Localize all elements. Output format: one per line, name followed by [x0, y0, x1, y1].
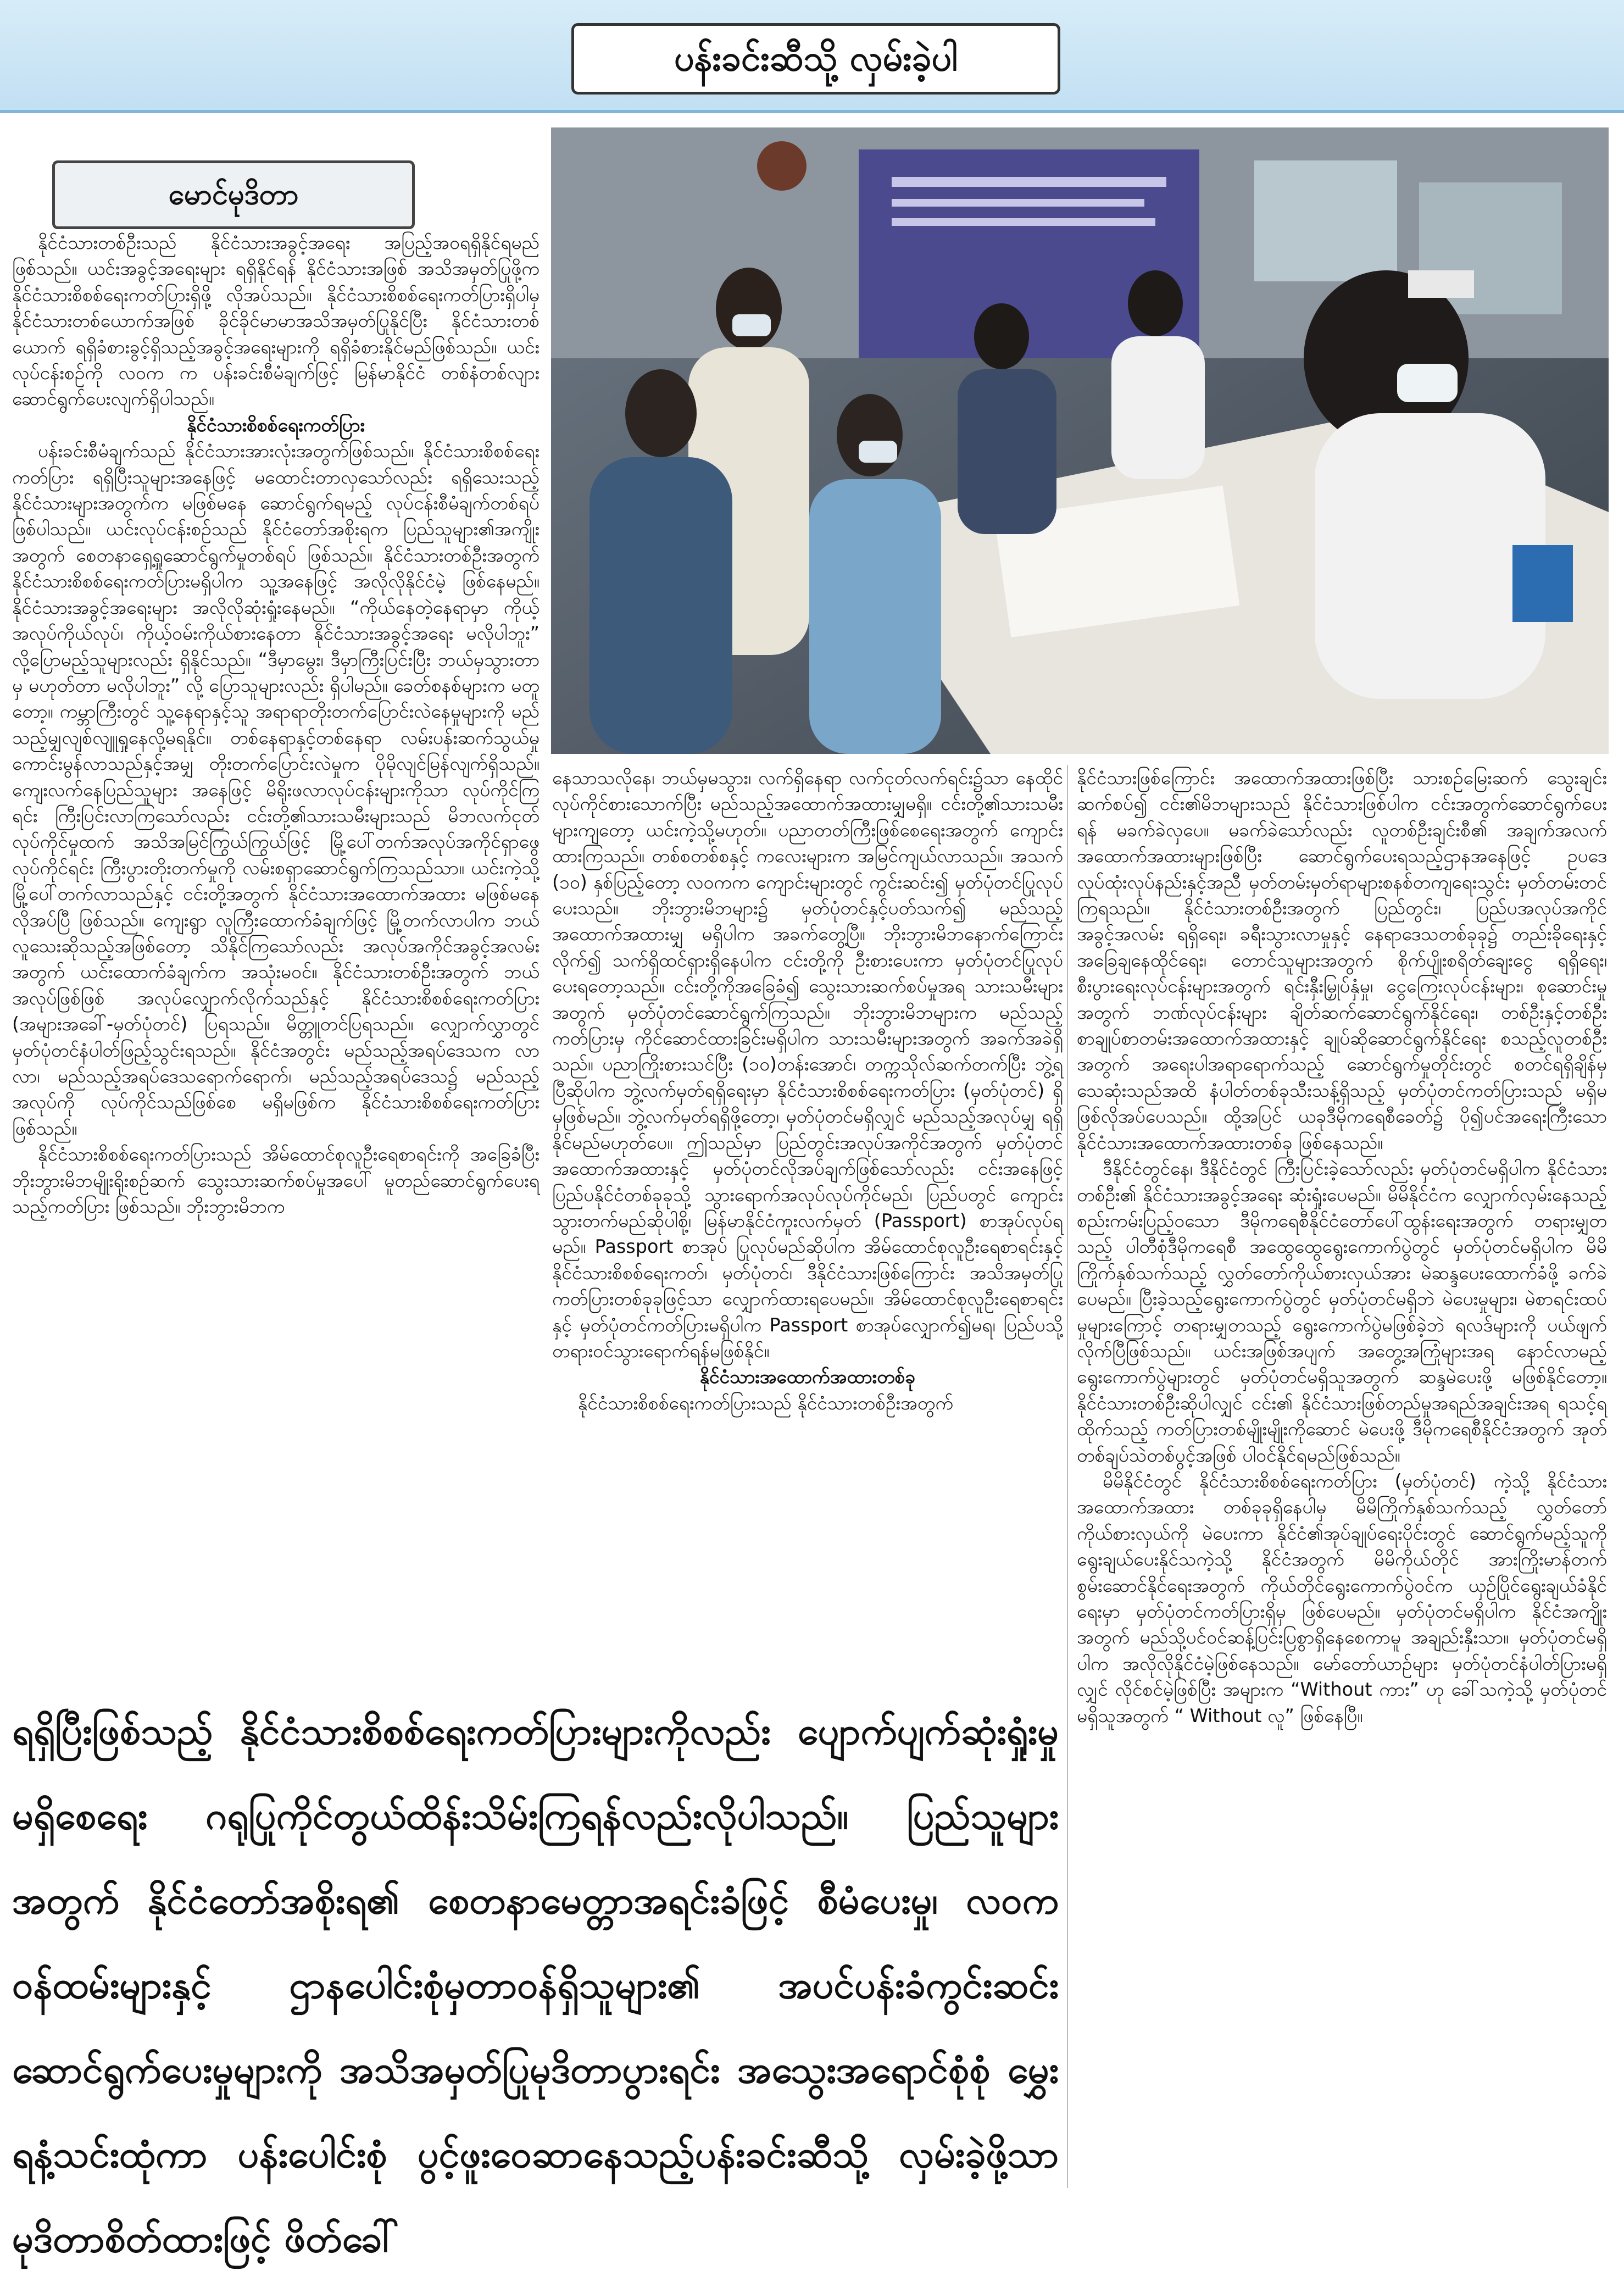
- paragraph: ပန်းခင်းစီမံချက်သည် နိုင်ငံသားအားလုံးအတွက်ဖြစ်သည်။ နိုင်ငံသားစိစစ်ရေးကတ်ပြား ရရှိပြီးသူများအနေဖြင့် မထောင်းတာလှသော်လည်း ရရှိသေးသည့် နိုင်ငံသားများအတွက်က မဖြစ်မနေ ဆောင်ရွက်ရမည့် လုပ်ငန်းစီမံချက်တစ်ရပ်ဖြစ်ပါသည်။ ယင်းလုပ်ငန်းစဉ်သည် နိုင်ငံတော်အစိုးရက ပြည်သူများ၏အကျိုးအတွက် စေတနာရှေ့ရှုဆောင်ရွက်မှုတစ်ရပ် ဖြစ်သည်။ နိုင်ငံသားတစ်ဦးအတွက် နိုင်ငံသားစိစစ်ရေးကတ်ပြားမရှိပါက သူ့အနေဖြင့် အလိုလိုနိုင်ငံမဲ့ ဖြစ်နေမည်။ နိုင်ငံသားအခွင့်အရေးများ အလိုလိုဆုံးရှုံးနေမည်။ “ကိုယ်နေတဲ့နေရာမှာ ကိုယ့်အလုပ်ကိုယ်လုပ်၊ ကိုယ့်ဝမ်းကိုယ်စားနေတာ နိုင်ငံသားအခွင့်အရေး မလိုပါဘူး” လို့ပြောမည့်သူများလည်း ရှိနိုင်သည်။ “ဒီမှာမွေး၊ ဒီမှာကြီးပြင်းပြီး ဘယ်မှသွားတာမှ မဟုတ်တာ မလိုပါဘူး” လို့ ပြောသူများလည်း ရှိပါမည်။ ခေတ်စနစ်များက မတူတော့။ ကမ္ဘာကြီးတွင် သူ့နေရာနှင့်သူ အရာရာတိုးတက်ပြောင်းလဲနေမှုများကို မည်သည့်မျှလျစ်လျူရှုနေလို့မရနိုင်။ တစ်နေရာနှင့်တစ်နေရာ လမ်းပန်းဆက်သွယ်မှု ကောင်းမွန်လာသည်နှင့်အမျှ တိုးတက်ပြောင်းလဲမှုက ပိုမိုလျင်မြန်လျက်ရှိသည်။ ကျေးလက်နေပြည်သူများ အနေဖြင့် မိရိုးဖလာလုပ်ငန်းများကိုသာ လုပ်ကိုင်ကြရင်း ကြီးပြင်းလာကြသော်လည်း ငင်းတို့၏သားသမီးများသည် မိဘလက်ငုတ်လုပ်ကိုင်မှုထက် အသိအမြင်ကြွယ်ကြွယ်ဖြင့် မြို့ပေါ်တက်အလုပ်အကိုင်ရှာဖွေလုပ်ကိုင်ရင်း ကြီးပွားတိုးတက်မှုကို လမ်းစရှာဆောင်ရွက်ကြသည်သာ။ ယင်းကဲ့သို့ မြို့ပေါ်တက်လာသည်နှင့် ငင်းတို့အတွက် နိုင်ငံသားအထောက်အထား မဖြစ်မနေလိုအပ်ပြီ ဖြစ်သည်။ ကျေးရွာ လူကြီးထောက်ခံချက်ဖြင့် မြို့တက်လာပါက ဘယ်လူသေးဆိုသည့်အဖြစ်တော့ သိနိုင်ကြသော်လည်း အလုပ်အကိုင်အခွင့်အလမ်းအတွက် ယင်းထောက်ခံချက်က အသုံးမဝင်။ နိုင်ငံသားတစ်ဦးအတွက် ဘယ်အလုပ်ဖြစ်ဖြစ် အလုပ်လျှောက်လိုက်သည်နှင့် နိုင်ငံသားစိစစ်ရေးကတ်ပြား (အများအခေါ်-မှတ်ပုံတင်) ပြရသည်။ မိတ္တူတင်ပြရသည်။ လျှောက်လွှာတွင် မှတ်ပုံတင်နံပါတ်ဖြည့်သွင်းရသည်။ နိုင်ငံအတွင်း မည်သည့်အရပ်ဒေသက လာလာ၊ မည်သည့်အရပ်ဒေသရောက်ရောက်၊ မည်သည့်အရပ်ဒေသ၌ မည်သည့်အလုပ်ကို လုပ်ကိုင်သည်ဖြစ်စေ မရှိမဖြစ်က နိုင်ငံသားစိစစ်ရေးကတ်ပြားဖြစ်သည်။: [12, 440, 540, 1139]
- column-divider: [1067, 765, 1068, 2188]
- paragraph: နိုင်ငံသားစိစစ်ရေးကတ်ပြားသည် နိုင်ငံသားတစ်ဦးအတွက်: [577, 1392, 954, 1414]
- subheading: နိုင်ငံသားစိစစ်ရေးကတ်ပြား: [186, 414, 365, 436]
- paragraph: ဒီနိုင်ငံတွင်နေ၊ ဒီနိုင်ငံတွင် ကြီးပြင်းခဲ့သော်လည်း မှတ်ပုံတင်မရှိပါက နိုင်ငံသားတစ်ဦး၏ နိုင်ငံသားအခွင့်အရေး ဆုံးရှုံးပေမည်။ မိမိနိုင်ငံက လျှောက်လှမ်းနေသည့် စည်းကမ်းပြည့်ဝသော ဒီမိုကရေစီနိုင်ငံတော်ပေါ်ထွန်းရေးအတွက် တရားမျှတသည့် ပါတီစုံဒီမိုကရေစီ အထွေထွေရွေးကောက်ပွဲတွင် မှတ်ပုံတင်မရှိပါက မိမိကြိုက်နှစ်သက်သည့် လွှတ်တော်ကိုယ်စားလှယ်အား မဲဆန္ဒပေးထောက်ခံဖို့ ခက်ခဲပေမည်။ ပြီးခဲ့သည့်ရွေးကောက်ပွဲတွင် မှတ်ပုံတင်မရှိဘဲ မဲပေးမှုများ၊ မဲစာရင်းထပ်မှုများကြောင့် တရားမျှတသည့် ရွေးကောက်ပွဲမဖြစ်ခဲ့ဘဲ ရလဒ်များကို ပယ်ဖျက်လိုက်ပြီဖြစ်သည်။ ယင်းအဖြစ်အပျက် အတွေ့အကြုံများအရ နောင်လာမည့်ရွေးကောက်ပွဲများတွင် မှတ်ပုံတင်မရှိသူအတွက် ဆန္ဒမဲပေးဖို့ မဖြစ်နိုင်တော့။ နိုင်ငံသားတစ်ဦးဆိုပါလျှင် ငင်း၏ နိုင်ငံသားဖြစ်တည်မှုအရည်အချင်းအရ ရသင့်ရထိုက်သည့် ကတ်ပြားတစ်မျိုးမျိုးကိုဆောင် မဲပေးဖို့ ဒီမိုကရေစီနိုင်ငံအတွက် အုတ်တစ်ချပ်သဲတစ်ပွင့်အဖြစ် ပါဝင်နိုင်ရမည်ဖြစ်သည်။: [1077, 1158, 1607, 1466]
- paragraph: နေသာသလိုနေ၊ ဘယ်မှမသွား၊ လက်ရှိနေရာ လက်ငုတ်လက်ရင်း၌သာ နေထိုင်လုပ်ကိုင်စားသောက်ပြီး မည်သည့်အထောက်အထားမျှမရှိ။ ငင်းတို့၏သားသမီးများကျတော့ ယင်းကဲ့သို့မဟုတ်။ ပညာတတ်ကြီးဖြစ်စေရေးအတွက် ကျောင်းထားကြသည်။ တစ်စတစ်စနှင့် ကလေးများက အမြင်ကျယ်လာသည်။ အသက် (၁၀) နှစ်ပြည့်တော့ လဝကက ကျောင်းများတွင် ကွင်းဆင်း၍ မှတ်ပုံတင်ပြုလုပ်ပေးသည်။ ဘိုးဘွားမိဘများ၌ မှတ်ပုံတင်နှင့်ပတ်သက်၍ မည်သည့်အထောက်အထားမျှ မရှိပါက အခက်တွေ့ပြီ။ ဘိုးဘွားမိဘနောက်ကြောင်းလိုက်၍ သက်ရှိထင်ရှားရှိနေပါက ငင်းတို့ကို ဦးစားပေးကာ မှတ်ပုံတင်ပြုလုပ်ပေးရတော့သည်။ ငင်းတို့ကိုအခြေခံ၍ သွေးသားဆက်စပ်မှုအရ သားသမီးများအတွက် မှတ်ပုံတင်ဆောင်ရွက်ကြသည်။ ဘိုးဘွားမိဘများက မည်သည့်ကတ်ပြားမှ ကိုင်ဆောင်ထားခြင်းမရှိပါက သားသမီးများအတွက် အခက်အခဲရှိသည်။ ပညာကြိုးစားသင်ပြီး (၁၀)တန်းအောင်၊ တက္ကသိုလ်ဆက်တက်ပြီး ဘွဲ့ရပြီဆိုပါက ဘွဲ့လက်မှတ်ရရှိရေးမှာ နိုင်ငံသားစိစစ်ရေးကတ်ပြား (မှတ်ပုံတင်) ရှိမှဖြစ်မည်။ ဘွဲ့လက်မှတ်ရရှိဖို့တော့၊ မှတ်ပုံတင်မရှိလျှင် မည်သည့်အလုပ်မျှ ရရှိနိုင်မည်မဟုတ်ပေ။ ဤသည်မှာ ပြည်တွင်းအလုပ်အကိုင်အတွက် မှတ်ပုံတင်အထောက်အထားနှင့် မှတ်ပုံတင်လိုအပ်ချက်ဖြစ်သော်လည်း ငင်းအနေဖြင့် ပြည်ပနိုင်ငံတစ်ခုခုသို့ သွားရောက်အလုပ်လုပ်ကိုင်မည်၊ ပြည်ပတွင် ကျောင်းသွားတက်မည်ဆိုပါစို့၊ မြန်မာနိုင်ငံကူးလက်မှတ် (Passport) စာအုပ်လုပ်ရမည်။ Passport စာအုပ် ပြုလုပ်မည်ဆိုပါက အိမ်ထောင်စုလူဦးရေစာရင်းနှင့် နိုင်ငံသားစိစစ်ရေးကတ်၊ မှတ်ပုံတင်၊ ဒီနိုင်ငံသားဖြစ်ကြောင်း အသိအမှတ်ပြုကတ်ပြားတစ်ခုခုဖြင့်သာ လျှောက်ထားရပေမည်။ အိမ်ထောင်စုလူဦးရေစာရင်းနှင့် မှတ်ပုံတင်ကတ်ပြားမရှိပါက Passport စာအုပ်လျှောက်၍မရ၊ ပြည်ပသို့ တရားဝင်သွားရောက်ရန်မဖြစ်နိုင်။: [552, 767, 1063, 1362]
- article-column-3: [1077, 765, 1607, 2188]
- subheading: နိုင်ငံသားအထောက်အထားတစ်ခု: [699, 1366, 916, 1388]
- paragraph: နိုင်ငံသားစိစစ်ရေးကတ်ပြားသည် အိမ်ထောင်စုလူဦးရေစာရင်းကို အခြေခံပြီး ဘိုးဘွားမိဘမျိုးရိုးစဉ်ဆက် သွေးသားဆက်စပ်မှုအပေါ် မူတည်ဆောင်ရွက်ပေးရသည့်ကတ်ပြား ဖြစ်သည်။ ဘိုးဘွားမိဘက: [12, 1143, 540, 1218]
- pull-quote: ရရှိပြီးဖြစ်သည့် နိုင်ငံသားစိစစ်ရေးကတ်ပြားများကိုလည်း ပျောက်ပျက်ဆုံးရှုံးမှု မရှိစေရေး ဂရုပြုကိုင်တွယ်ထိန်းသိမ်းကြရန်လည်းလိုပါသည်။ ပြည်သူများအတွက် နိုင်ငံတော်အစိုးရ၏ စေတနာမေတ္တာအရင်းခံဖြင့် စီမံပေးမှု၊ လဝကဝန်ထမ်းများနှင့် ဌာနပေါင်းစုံမှတာဝန်ရှိသူများ၏ အပင်ပန်းခံကွင်းဆင်းဆောင်ရွက်ပေးမှုများကို အသိအမှတ်ပြုမုဒိတာပွားရင်း အသွေးအရောင်စုံစုံ မွှေးရနံ့သင်းထုံကာ ပန်းပေါင်းစုံ ပွင့်ဖူးဝေဆာနေသည့်ပန်းခင်းဆီသို့ လှမ်းခဲ့ဖို့သာ မုဒိတာစိတ်ထားဖြင့် ဖိတ်ခေါ်: [12, 1710, 1059, 2261]
- registration-photo: [551, 127, 1609, 754]
- paragraph: နိုင်ငံသားတစ်ဦးသည် နိုင်ငံသားအခွင့်အရေး အပြည့်အဝရရှိနိုင်ရမည် ဖြစ်သည်။ ယင်းအခွင့်အရေးများ ရရှိနိုင်ရန် နိုင်ငံသားအဖြစ် အသိအမှတ်ပြုဖို့က နိုင်ငံသားစိစစ်ရေးကတ်ပြားရှိဖို့ လိုအပ်သည်။ နိုင်ငံသားစိစစ်ရေးကတ်ပြားရှိပါမှ နိုင်ငံသားတစ်ယောက်အဖြစ် ခိုင်ခိုင်မာမာအသိအမှတ်ပြုနိုင်ပြီး နိုင်ငံသားတစ်ယောက် ရရှိခံစားခွင့်ရှိသည့်အခွင့်အရေးများကို ရရှိခံစားနိုင်မည်ဖြစ်သည်။ ယင်းလုပ်ငန်းစဉ်ကို လဝက က ပန်းခင်းစီမံချက်ဖြင့် မြန်မာနိုင်ငံ တစ်နံတစ်လျား ဆောင်ရွက်ပေးလျက်ရှိပါသည်။: [12, 232, 540, 410]
- author-byline: မောင်မုဒိတာ: [52, 160, 415, 229]
- article-column-1: [12, 230, 540, 1683]
- photo-illustration: [551, 127, 1609, 754]
- headline: ပန်းခင်းဆီသို့ လှမ်းခဲ့ပါ: [571, 23, 1060, 95]
- headline-banner: [0, 0, 1624, 113]
- paragraph: နိုင်ငံသားဖြစ်ကြောင်း အထောက်အထားဖြစ်ပြီး သားစဉ်မြေးဆက် သွေးချင်းဆက်စပ်၍ ငင်း၏မိဘများသည် နိုင်ငံသားဖြစ်ပါက ငင်းအတွက်ဆောင်ရွက်ပေးရန် မခက်ခဲလှပေ။ မခက်ခဲသော်လည်း လူတစ်ဦးချင်းစီ၏ အချက်အလက်အထောက်အထားများဖြစ်ပြီး ဆောင်ရွက်ပေးရသည့်ဌာနအနေဖြင့် ဥပဒေလုပ်ထုံးလုပ်နည်းနှင့်အညီ မှတ်တမ်းမှတ်ရာများစနစ်တကျရေးသွင်း မှတ်တမ်းတင်ကြရသည်။ နိုင်ငံသားတစ်ဦးအတွက် ပြည်တွင်း၊ ပြည်ပအလုပ်အကိုင်အခွင့်အလမ်း ရရှိရေး၊ ခရီးသွားလာမှုနှင့် နေရာဒေသတစ်ခုခု၌ တည်းခိုရေးနှင့် အခြေချနေထိုင်ရေး၊ တောင်သူများအတွက် စိုက်ပျိုးစရိတ်ချေးငွေ ရရှိရေး၊ စီးပွားရေးလုပ်ငန်းများအတွက် ရင်းနှီးမြှုပ်နှံမှု၊ ငွေကြေးလုပ်ငန်းများ၊ စုဆောင်းမှုအတွက် ဘဏ်လုပ်ငန်းများ ချိတ်ဆက်ဆောင်ရွက်နိုင်ရေး၊ တစ်ဦးနှင့်တစ်ဦး စာချုပ်စာတမ်းအထောက်အထားနှင့် ချုပ်ဆိုဆောင်ရွက်နိုင်ရေး စသည့်လူတစ်ဦးအတွက် အရေးပါအရာရောက်သည့် ဆောင်ရွက်မှုတိုင်းတွင် စတင်ရရှိချိန်မှ သေဆုံးသည်အထိ နံပါတ်တစ်ခုသီးသန့်ရှိသည့် မှတ်ပုံတင်ကတ်ပြားသည် မရှိမဖြစ်လိုအပ်ပေသည်။ ထို့အပြင် ယခုဒီမိုကရေစီခေတ်၌ ပို၍ပင်အရေးကြီးသော နိုင်ငံသားအထောက်အထားတစ်ခု ဖြစ်နေသည်။: [1077, 767, 1607, 1153]
- paragraph: မိမိနိုင်ငံတွင် နိုင်ငံသားစိစစ်ရေးကတ်ပြား (မှတ်ပုံတင်) ကဲ့သို့ နိုင်ငံသားအထောက်အထား တစ်ခုခုရှိနေပါမှ မိမိကြိုက်နှစ်သက်သည့် လွှတ်တော်ကိုယ်စားလှယ်ကို မဲပေးကာ နိုင်ငံ၏အုပ်ချုပ်ရေးပိုင်းတွင် ဆောင်ရွက်မည့်သူကို ရွေးချယ်ပေးနိုင်သကဲ့သို့ နိုင်ငံအတွက် မိမိကိုယ်တိုင် အားကြိုးမာန်တက် စွမ်းဆောင်နိုင်ရေးအတွက် ကိုယ်တိုင်ရွေးကောက်ပွဲဝင်က ယှဉ်ပြိုင်ရွေးချယ်ခံနိုင်ရေးမှာ မှတ်ပုံတင်ကတ်ပြားရှိမှ ဖြစ်ပေမည်။ မှတ်ပုံတင်မရှိပါက နိုင်ငံအကျိုးအတွက် မည်သို့ပင်ဝင်ဆန့်ပြင်းပြစွာရှိနေစေကာမူ အချည်းနှီးသာ။ မှတ်ပုံတင်မရှိပါက အလိုလိုနိုင်ငံမဲ့ဖြစ်နေသည်။ မော်တော်ယာဉ်များ မှတ်ပုံတင်နံပါတ်ပြားမရှိလျှင် လိုင်စင်မဲ့ဖြစ်ပြီး အများက “Without ကား” ဟု ခေါ်သကဲ့သို့ မှတ်ပုံတင်မရှိသူအတွက် “ Without လူ” ဖြစ်နေပြီ။: [1077, 1470, 1607, 1726]
- article-column-2: [552, 765, 1063, 1674]
